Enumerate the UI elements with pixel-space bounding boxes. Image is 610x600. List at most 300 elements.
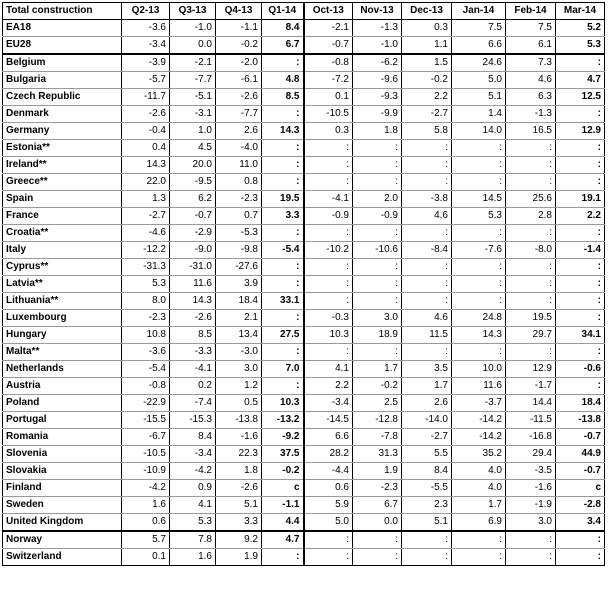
value-cell: 1.7 bbox=[402, 378, 452, 395]
value-cell: : bbox=[556, 54, 605, 72]
table-row bbox=[3, 72, 605, 89]
value-cell: 0.3 bbox=[304, 123, 353, 140]
value-cell: : bbox=[402, 549, 452, 566]
value-cell: -10.5 bbox=[304, 106, 353, 123]
value-cell: -6.1 bbox=[216, 72, 262, 89]
value-cell: -8.4 bbox=[402, 242, 452, 259]
value-cell: 8.4 bbox=[170, 429, 216, 446]
value-cell: 0.0 bbox=[353, 514, 402, 532]
value-cell: 6.9 bbox=[452, 514, 506, 532]
value-cell: 4.4 bbox=[262, 514, 304, 532]
value-cell: 11.5 bbox=[402, 327, 452, 344]
value-cell: 2.3 bbox=[402, 497, 452, 514]
value-cell: -9.8 bbox=[216, 242, 262, 259]
country-cell: Cyprus** bbox=[3, 259, 122, 276]
value-cell: 8.4 bbox=[402, 463, 452, 480]
value-cell: 1.6 bbox=[170, 549, 216, 566]
value-cell: 3.9 bbox=[216, 276, 262, 293]
value-cell: 4.5 bbox=[170, 140, 216, 157]
value-cell: 3.5 bbox=[402, 361, 452, 378]
value-cell: 3.0 bbox=[216, 361, 262, 378]
value-cell: 4.7 bbox=[262, 531, 304, 549]
value-cell: -15.3 bbox=[170, 412, 216, 429]
value-cell: 0.7 bbox=[216, 208, 262, 225]
country-cell: Slovenia bbox=[3, 446, 122, 463]
value-cell: -2.7 bbox=[402, 106, 452, 123]
value-cell: -7.2 bbox=[304, 72, 353, 89]
value-cell: 19.1 bbox=[556, 191, 605, 208]
value-cell: -4.4 bbox=[304, 463, 353, 480]
value-cell: -10.2 bbox=[304, 242, 353, 259]
value-cell: 5.8 bbox=[402, 123, 452, 140]
value-cell: : bbox=[402, 531, 452, 549]
value-cell: : bbox=[506, 276, 556, 293]
column-header: Q1-14 bbox=[262, 3, 304, 20]
table-row bbox=[3, 514, 605, 532]
value-cell: 10.3 bbox=[262, 395, 304, 412]
value-cell: -0.8 bbox=[304, 54, 353, 72]
value-cell: 8.4 bbox=[262, 20, 304, 37]
value-cell: 1.3 bbox=[122, 191, 170, 208]
value-cell: 1.7 bbox=[452, 497, 506, 514]
table-header bbox=[3, 3, 605, 20]
table-row bbox=[3, 361, 605, 378]
country-cell: Lithuania** bbox=[3, 293, 122, 310]
value-cell: -7.7 bbox=[216, 106, 262, 123]
value-cell: 6.6 bbox=[452, 37, 506, 55]
value-cell: 20.0 bbox=[170, 157, 216, 174]
value-cell: 5.1 bbox=[402, 514, 452, 532]
value-cell: : bbox=[506, 174, 556, 191]
value-cell: : bbox=[304, 293, 353, 310]
value-cell: 4.6 bbox=[402, 208, 452, 225]
value-cell: -1.6 bbox=[216, 429, 262, 446]
country-cell: Bulgaria bbox=[3, 72, 122, 89]
value-cell: 19.5 bbox=[506, 310, 556, 327]
value-cell: -3.6 bbox=[122, 344, 170, 361]
value-cell: -2.0 bbox=[216, 54, 262, 72]
value-cell: -9.5 bbox=[170, 174, 216, 191]
value-cell: 1.0 bbox=[170, 123, 216, 140]
value-cell: : bbox=[353, 344, 402, 361]
value-cell: 18.4 bbox=[216, 293, 262, 310]
value-cell: -12.8 bbox=[353, 412, 402, 429]
table-row bbox=[3, 344, 605, 361]
table-row bbox=[3, 89, 605, 106]
value-cell: : bbox=[304, 174, 353, 191]
value-cell: -2.8 bbox=[556, 497, 605, 514]
table-row bbox=[3, 123, 605, 140]
table-row bbox=[3, 412, 605, 429]
value-cell: 14.4 bbox=[506, 395, 556, 412]
column-header: Mar-14 bbox=[556, 3, 605, 20]
country-cell: Switzerland bbox=[3, 549, 122, 566]
value-cell: -1.0 bbox=[353, 37, 402, 55]
value-cell: 4.0 bbox=[452, 480, 506, 497]
value-cell: -6.7 bbox=[122, 429, 170, 446]
value-cell: 10.0 bbox=[452, 361, 506, 378]
value-cell: : bbox=[452, 344, 506, 361]
value-cell: : bbox=[506, 344, 556, 361]
value-cell: : bbox=[353, 259, 402, 276]
value-cell: -2.3 bbox=[122, 310, 170, 327]
table-row bbox=[3, 54, 605, 72]
table-row bbox=[3, 429, 605, 446]
value-cell: 3.3 bbox=[262, 208, 304, 225]
value-cell: -14.0 bbox=[402, 412, 452, 429]
value-cell: 11.0 bbox=[216, 157, 262, 174]
value-cell: -3.5 bbox=[506, 463, 556, 480]
value-cell: 18.4 bbox=[556, 395, 605, 412]
value-cell: : bbox=[556, 344, 605, 361]
value-cell: -3.7 bbox=[452, 395, 506, 412]
country-cell: Romania bbox=[3, 429, 122, 446]
value-cell: -4.2 bbox=[122, 480, 170, 497]
value-cell: 5.9 bbox=[304, 497, 353, 514]
value-cell: 2.6 bbox=[216, 123, 262, 140]
value-cell: 29.7 bbox=[506, 327, 556, 344]
value-cell: : bbox=[452, 140, 506, 157]
value-cell: 1.4 bbox=[452, 106, 506, 123]
value-cell: -2.7 bbox=[402, 429, 452, 446]
table-row bbox=[3, 191, 605, 208]
value-cell: -3.6 bbox=[122, 20, 170, 37]
value-cell: -0.9 bbox=[353, 208, 402, 225]
table-row bbox=[3, 208, 605, 225]
value-cell: -3.8 bbox=[402, 191, 452, 208]
value-cell: : bbox=[402, 259, 452, 276]
value-cell: 14.3 bbox=[262, 123, 304, 140]
country-cell: Finland bbox=[3, 480, 122, 497]
value-cell: -5.7 bbox=[122, 72, 170, 89]
value-cell: 1.9 bbox=[353, 463, 402, 480]
value-cell: : bbox=[556, 157, 605, 174]
table-row bbox=[3, 293, 605, 310]
table-row bbox=[3, 497, 605, 514]
value-cell: 9.2 bbox=[216, 531, 262, 549]
value-cell: -7.7 bbox=[170, 72, 216, 89]
value-cell: -1.4 bbox=[556, 242, 605, 259]
country-cell: Denmark bbox=[3, 106, 122, 123]
country-cell: Netherlands bbox=[3, 361, 122, 378]
country-cell: Portugal bbox=[3, 412, 122, 429]
value-cell: : bbox=[304, 259, 353, 276]
table-row bbox=[3, 140, 605, 157]
value-cell: : bbox=[556, 378, 605, 395]
value-cell: 5.2 bbox=[556, 20, 605, 37]
value-cell: 10.3 bbox=[304, 327, 353, 344]
table-row bbox=[3, 276, 605, 293]
value-cell: : bbox=[452, 225, 506, 242]
value-cell: : bbox=[452, 549, 506, 566]
value-cell: : bbox=[262, 106, 304, 123]
value-cell: 24.8 bbox=[452, 310, 506, 327]
value-cell: 4.6 bbox=[402, 310, 452, 327]
column-header: Jan-14 bbox=[452, 3, 506, 20]
value-cell: : bbox=[506, 157, 556, 174]
value-cell: 3.0 bbox=[353, 310, 402, 327]
table-row bbox=[3, 242, 605, 259]
value-cell: -0.7 bbox=[170, 208, 216, 225]
value-cell: : bbox=[262, 140, 304, 157]
value-cell: -7.6 bbox=[452, 242, 506, 259]
value-cell: 1.8 bbox=[216, 463, 262, 480]
table-row bbox=[3, 225, 605, 242]
value-cell: -2.3 bbox=[353, 480, 402, 497]
value-cell: -0.2 bbox=[262, 463, 304, 480]
value-cell: -11.7 bbox=[122, 89, 170, 106]
value-cell: -1.6 bbox=[506, 480, 556, 497]
value-cell: : bbox=[262, 157, 304, 174]
value-cell: 29.4 bbox=[506, 446, 556, 463]
value-cell: : bbox=[506, 225, 556, 242]
value-cell: 1.1 bbox=[402, 37, 452, 55]
country-cell: Croatia** bbox=[3, 225, 122, 242]
value-cell: 13.4 bbox=[216, 327, 262, 344]
value-cell: : bbox=[262, 378, 304, 395]
value-cell: -2.9 bbox=[170, 225, 216, 242]
value-cell: 0.6 bbox=[122, 514, 170, 532]
value-cell: -2.6 bbox=[216, 89, 262, 106]
value-cell: : bbox=[402, 344, 452, 361]
value-cell: : bbox=[402, 157, 452, 174]
value-cell: : bbox=[452, 259, 506, 276]
value-cell: 0.8 bbox=[216, 174, 262, 191]
value-cell: : bbox=[262, 276, 304, 293]
value-cell: -16.8 bbox=[506, 429, 556, 446]
value-cell: -3.4 bbox=[122, 37, 170, 55]
value-cell: : bbox=[452, 157, 506, 174]
value-cell: 0.0 bbox=[170, 37, 216, 55]
value-cell: -0.7 bbox=[556, 429, 605, 446]
value-cell: : bbox=[353, 157, 402, 174]
country-cell: Sweden bbox=[3, 497, 122, 514]
value-cell: -5.4 bbox=[122, 361, 170, 378]
value-cell: : bbox=[402, 225, 452, 242]
value-cell: -0.6 bbox=[556, 361, 605, 378]
value-cell: : bbox=[402, 140, 452, 157]
value-cell: 0.1 bbox=[122, 549, 170, 566]
value-cell: 3.0 bbox=[506, 514, 556, 532]
value-cell: 7.3 bbox=[506, 54, 556, 72]
value-cell: 10.8 bbox=[122, 327, 170, 344]
value-cell: -5.1 bbox=[170, 89, 216, 106]
value-cell: 19.5 bbox=[262, 191, 304, 208]
value-cell: 14.0 bbox=[452, 123, 506, 140]
value-cell: 7.0 bbox=[262, 361, 304, 378]
value-cell: 14.3 bbox=[122, 157, 170, 174]
value-cell: : bbox=[556, 310, 605, 327]
value-cell: : bbox=[556, 140, 605, 157]
value-cell: : bbox=[304, 344, 353, 361]
country-cell: Ireland** bbox=[3, 157, 122, 174]
value-cell: 0.6 bbox=[304, 480, 353, 497]
country-cell: EA18 bbox=[3, 20, 122, 37]
value-cell: 6.1 bbox=[506, 37, 556, 55]
value-cell: -27.6 bbox=[216, 259, 262, 276]
value-cell: 0.3 bbox=[402, 20, 452, 37]
value-cell: -3.0 bbox=[216, 344, 262, 361]
header-label: Total construction bbox=[3, 3, 122, 20]
value-cell: -1.9 bbox=[506, 497, 556, 514]
country-cell: Spain bbox=[3, 191, 122, 208]
country-cell: Latvia** bbox=[3, 276, 122, 293]
table-row bbox=[3, 446, 605, 463]
value-cell: 34.1 bbox=[556, 327, 605, 344]
value-cell: : bbox=[304, 140, 353, 157]
value-cell: -12.2 bbox=[122, 242, 170, 259]
country-cell: Malta** bbox=[3, 344, 122, 361]
table-row bbox=[3, 549, 605, 566]
value-cell: 5.1 bbox=[452, 89, 506, 106]
column-header: Feb-14 bbox=[506, 3, 556, 20]
value-cell: : bbox=[353, 276, 402, 293]
value-cell: -2.6 bbox=[122, 106, 170, 123]
value-cell: : bbox=[556, 106, 605, 123]
value-cell: -2.1 bbox=[170, 54, 216, 72]
value-cell: : bbox=[402, 174, 452, 191]
value-cell: 0.4 bbox=[122, 140, 170, 157]
value-cell: -8.0 bbox=[506, 242, 556, 259]
column-header: Oct-13 bbox=[304, 3, 353, 20]
value-cell: -13.8 bbox=[556, 412, 605, 429]
value-cell: 5.0 bbox=[452, 72, 506, 89]
value-cell: -5.5 bbox=[402, 480, 452, 497]
value-cell: 4.7 bbox=[556, 72, 605, 89]
value-cell: -7.8 bbox=[353, 429, 402, 446]
table-row bbox=[3, 480, 605, 497]
value-cell: -0.2 bbox=[353, 378, 402, 395]
value-cell: 2.5 bbox=[353, 395, 402, 412]
value-cell: -14.2 bbox=[452, 429, 506, 446]
table-row bbox=[3, 259, 605, 276]
country-cell: Poland bbox=[3, 395, 122, 412]
value-cell: : bbox=[556, 549, 605, 566]
value-cell: 12.9 bbox=[556, 123, 605, 140]
value-cell: : bbox=[304, 531, 353, 549]
value-cell: 0.5 bbox=[216, 395, 262, 412]
value-cell: -10.5 bbox=[122, 446, 170, 463]
value-cell: : bbox=[556, 293, 605, 310]
value-cell: -9.0 bbox=[170, 242, 216, 259]
table-row bbox=[3, 327, 605, 344]
value-cell: 2.2 bbox=[556, 208, 605, 225]
table-row bbox=[3, 310, 605, 327]
value-cell: -4.0 bbox=[216, 140, 262, 157]
value-cell: -3.3 bbox=[170, 344, 216, 361]
value-cell: : bbox=[452, 174, 506, 191]
value-cell: -1.3 bbox=[353, 20, 402, 37]
value-cell: -4.1 bbox=[304, 191, 353, 208]
value-cell: 11.6 bbox=[170, 276, 216, 293]
value-cell: : bbox=[304, 276, 353, 293]
value-cell: 44.9 bbox=[556, 446, 605, 463]
value-cell: : bbox=[452, 276, 506, 293]
table-row bbox=[3, 37, 605, 55]
value-cell: 1.2 bbox=[216, 378, 262, 395]
value-cell: 6.3 bbox=[506, 89, 556, 106]
value-cell: 14.3 bbox=[452, 327, 506, 344]
value-cell: -0.4 bbox=[122, 123, 170, 140]
value-cell: -0.2 bbox=[402, 72, 452, 89]
table-row bbox=[3, 531, 605, 549]
value-cell: : bbox=[452, 531, 506, 549]
value-cell: 2.6 bbox=[402, 395, 452, 412]
value-cell: 5.3 bbox=[556, 37, 605, 55]
value-cell: -0.7 bbox=[304, 37, 353, 55]
value-cell: -1.1 bbox=[216, 20, 262, 37]
value-cell: -0.8 bbox=[122, 378, 170, 395]
country-cell: Germany bbox=[3, 123, 122, 140]
value-cell: : bbox=[556, 531, 605, 549]
value-cell: 6.7 bbox=[262, 37, 304, 55]
value-cell: -2.6 bbox=[170, 310, 216, 327]
table-body bbox=[3, 20, 605, 566]
table-row bbox=[3, 174, 605, 191]
country-cell: EU28 bbox=[3, 37, 122, 55]
value-cell: 1.8 bbox=[353, 123, 402, 140]
column-header: Nov-13 bbox=[353, 3, 402, 20]
value-cell: -3.9 bbox=[122, 54, 170, 72]
country-cell: Hungary bbox=[3, 327, 122, 344]
value-cell: : bbox=[262, 259, 304, 276]
country-cell: Czech Republic bbox=[3, 89, 122, 106]
value-cell: : bbox=[556, 276, 605, 293]
value-cell: -3.4 bbox=[304, 395, 353, 412]
value-cell: 4.1 bbox=[304, 361, 353, 378]
value-cell: -11.5 bbox=[506, 412, 556, 429]
value-cell: : bbox=[506, 531, 556, 549]
value-cell: -13.8 bbox=[216, 412, 262, 429]
value-cell: : bbox=[506, 140, 556, 157]
value-cell: -31.0 bbox=[170, 259, 216, 276]
value-cell: -2.1 bbox=[304, 20, 353, 37]
value-cell: -3.1 bbox=[170, 106, 216, 123]
value-cell: 3.3 bbox=[216, 514, 262, 532]
value-cell: : bbox=[506, 549, 556, 566]
value-cell: : bbox=[452, 293, 506, 310]
construction-table bbox=[2, 2, 605, 566]
value-cell: : bbox=[262, 225, 304, 242]
column-header: Dec-13 bbox=[402, 3, 452, 20]
value-cell: -3.4 bbox=[170, 446, 216, 463]
table-row bbox=[3, 463, 605, 480]
value-cell: 14.5 bbox=[452, 191, 506, 208]
value-cell: 4.0 bbox=[452, 463, 506, 480]
value-cell: : bbox=[353, 225, 402, 242]
value-cell: -10.9 bbox=[122, 463, 170, 480]
value-cell: -1.0 bbox=[170, 20, 216, 37]
table-row bbox=[3, 106, 605, 123]
value-cell: c bbox=[556, 480, 605, 497]
value-cell: : bbox=[304, 225, 353, 242]
value-cell: 7.5 bbox=[452, 20, 506, 37]
table-row bbox=[3, 157, 605, 174]
column-header: Q2-13 bbox=[122, 3, 170, 20]
value-cell: 18.9 bbox=[353, 327, 402, 344]
value-cell: : bbox=[402, 293, 452, 310]
table-row bbox=[3, 20, 605, 37]
value-cell: -9.3 bbox=[353, 89, 402, 106]
value-cell: 5.3 bbox=[170, 514, 216, 532]
value-cell: 37.5 bbox=[262, 446, 304, 463]
value-cell: 0.9 bbox=[170, 480, 216, 497]
country-cell: Luxembourg bbox=[3, 310, 122, 327]
value-cell: : bbox=[262, 344, 304, 361]
value-cell: 7.8 bbox=[170, 531, 216, 549]
value-cell: 5.1 bbox=[216, 497, 262, 514]
value-cell: -13.2 bbox=[262, 412, 304, 429]
